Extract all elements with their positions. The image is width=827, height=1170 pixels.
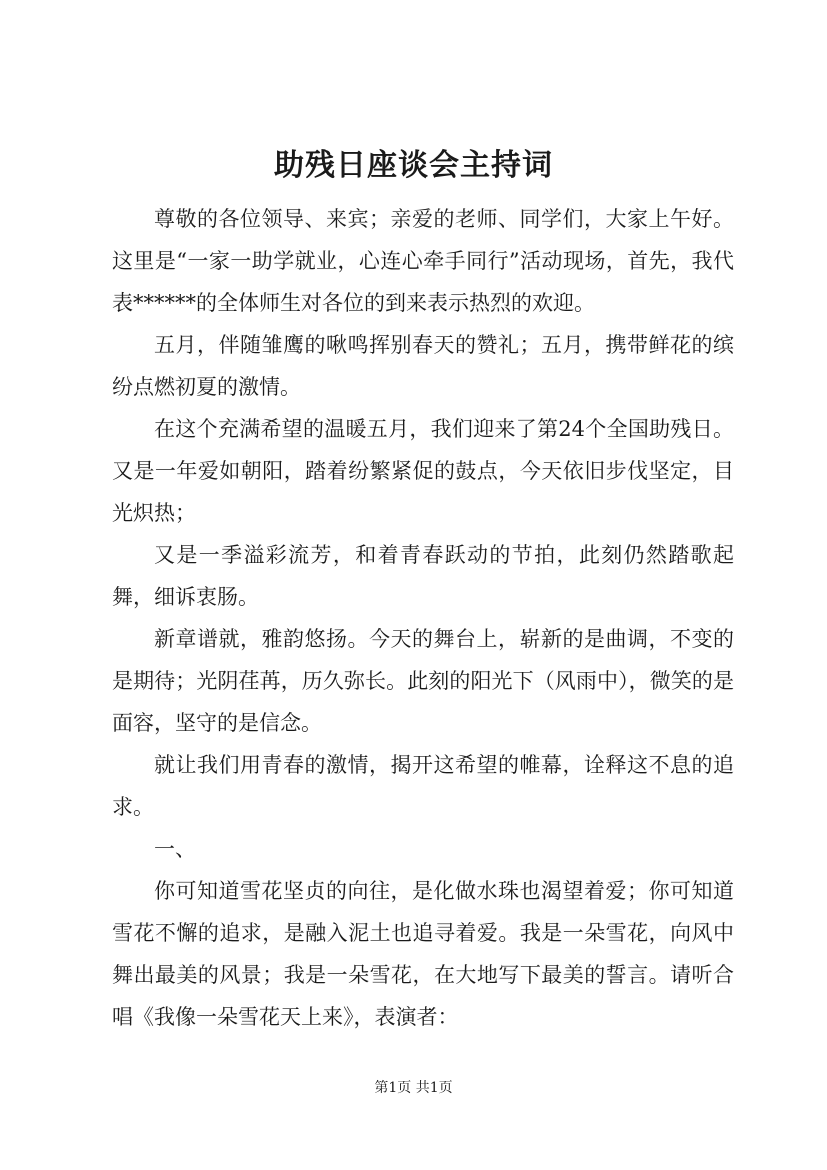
paragraph-season: 又是一季溢彩流芳，和着青春跃动的节拍，此刻仍然踏歌起舞，细诉衷肠。 [112,543,734,609]
document-body [112,198,734,1038]
paragraph-opening: 就让我们用青春的激情，揭开这希望的帷幕，诠释这不息的追求。 [112,753,734,819]
paragraph-disability-day: 在这个充满希望的温暖五月，我们迎来了第24个全国助残日。又是一年爱如朝阳，踏着纷繁紧促的鼓点，今天依旧步伐坚定，目光炽热； [112,417,734,525]
section-heading-one: 一、 [154,837,196,861]
page-footer [0,1078,827,1098]
paragraph-new-chapter: 新章谱就，雅韵悠扬。今天的舞台上，崭新的是曲调，不变的是期待；光阴荏苒，历久弥长。此刻的阳光下（风雨中），微笑的是面容，坚守的是信念。 [112,627,734,735]
paragraph-greeting: 尊敬的各位领导、来宾；亲爱的老师、同学们，大家上午好。这里是“一家一助学就业，心连心牵手同行”活动现场，首先，我代表******的全体师生对各位的到来表示热烈的欢迎。 [112,207,734,315]
paragraph-snowflake: 你可知道雪花坚贞的向往，是化做水珠也渴望着爱；你可知道雪花不懈的追求，是融入泥土也追寻着爱。我是一朵雪花，向风中舞出最美的风景；我是一朵雪花，在大地写下最美的誓言。请听合唱《我像一朵雪花天上来》，表演者： [112,879,734,1029]
page-number-label: 第1页 共1页 [374,1080,453,1096]
document-title: 助残日座谈会主持词 [274,148,553,183]
paragraph-may-intro: 五月，伴随雏鹰的啾鸣挥别春天的赞礼；五月，携带鲜花的缤纷点燃初夏的激情。 [112,333,734,399]
